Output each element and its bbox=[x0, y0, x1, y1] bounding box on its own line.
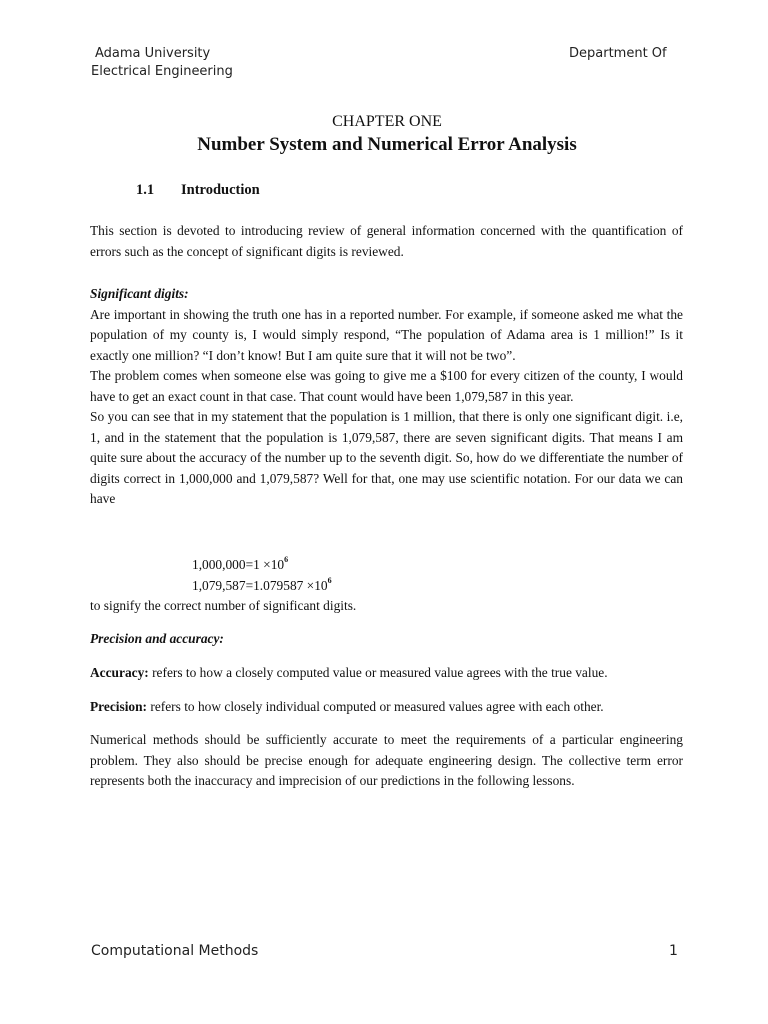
equation-1-base: 1,000,000=1 ×10 bbox=[192, 557, 285, 572]
header-department-name: Electrical Engineering bbox=[91, 64, 233, 79]
page-header-left bbox=[92, 45, 233, 81]
chapter-title: Number System and Numerical Error Analysis bbox=[197, 134, 577, 155]
chapter-label: CHAPTER ONE bbox=[332, 113, 442, 130]
equation-2-base: 1,079,587=1.079587 ×10 bbox=[192, 578, 328, 593]
equation-2 bbox=[192, 576, 332, 596]
significant-digits-paragraph-3: So you can see that in my statement that the population is 1 million, that there is only one significant digit. i.e, 1, and in the statement that the population is 1,079,587, there are seven significant digits. That means I am quite sure about the accuracy of the number up to the seventh digit. So, how do we differentiate the number of digits correct in 1,000,000 and 1,079,587? Well for that, one may use scientific notation. For our data we can have bbox=[90, 409, 683, 506]
precision-accuracy-heading: Precision and accuracy: bbox=[90, 631, 224, 646]
precision-text: refers to how closely individual computed or measured values agree with each other. bbox=[147, 699, 604, 714]
accuracy-definition bbox=[90, 663, 683, 684]
precision-definition bbox=[90, 697, 683, 718]
footer-page-number: 1 bbox=[669, 943, 678, 959]
intro-paragraph: This section is devoted to introducing review of general information concerned with the quantification of errors such as the concept of significant digits is reviewed. bbox=[90, 223, 683, 259]
significant-digits-closing: to signify the correct number of significant digits. bbox=[90, 598, 357, 613]
equation-1-exponent: 6 bbox=[284, 555, 289, 564]
significant-digits-heading: Significant digits: bbox=[90, 286, 189, 301]
section-number: 1.1 bbox=[136, 182, 155, 198]
accuracy-text: refers to how a closely computed value or measured value agrees with the true value. bbox=[148, 665, 608, 680]
equation-1 bbox=[192, 555, 288, 575]
header-university: Adama University bbox=[95, 46, 211, 61]
equation-2-exponent: 6 bbox=[327, 576, 332, 585]
significant-digits-paragraph-1: Are important in showing the truth one has in a reported number. For example, if someone asked me what the population of my county is, I would simply respond, “The population of Adama area is 1 million!” Is it exactly one million? “I don’t know! But I am quite sure that it will not be two”. bbox=[90, 306, 683, 363]
significant-digits-paragraph-2: The problem comes when someone else was going to give me a $100 for every citizen of the county, I would have to get an exact count in that case. That count would have been 1,079,587 in this year. bbox=[90, 368, 683, 404]
numerical-methods-paragraph: Numerical methods should be sufficiently accurate to meet the requirements of a particular engineering problem. They also should be precise enough for adequate engineering design. The collective term error represents both the inaccuracy and imprecision of our predictions in the following lessons. bbox=[90, 732, 683, 788]
section-heading bbox=[136, 181, 260, 199]
section-title: Introduction bbox=[181, 182, 260, 198]
significant-digits-section bbox=[90, 284, 683, 510]
precision-term: Precision: bbox=[90, 699, 148, 714]
accuracy-term: Accuracy: bbox=[90, 665, 149, 680]
footer-course-name: Computational Methods bbox=[91, 943, 259, 959]
header-department-label: Department Of bbox=[569, 46, 667, 61]
